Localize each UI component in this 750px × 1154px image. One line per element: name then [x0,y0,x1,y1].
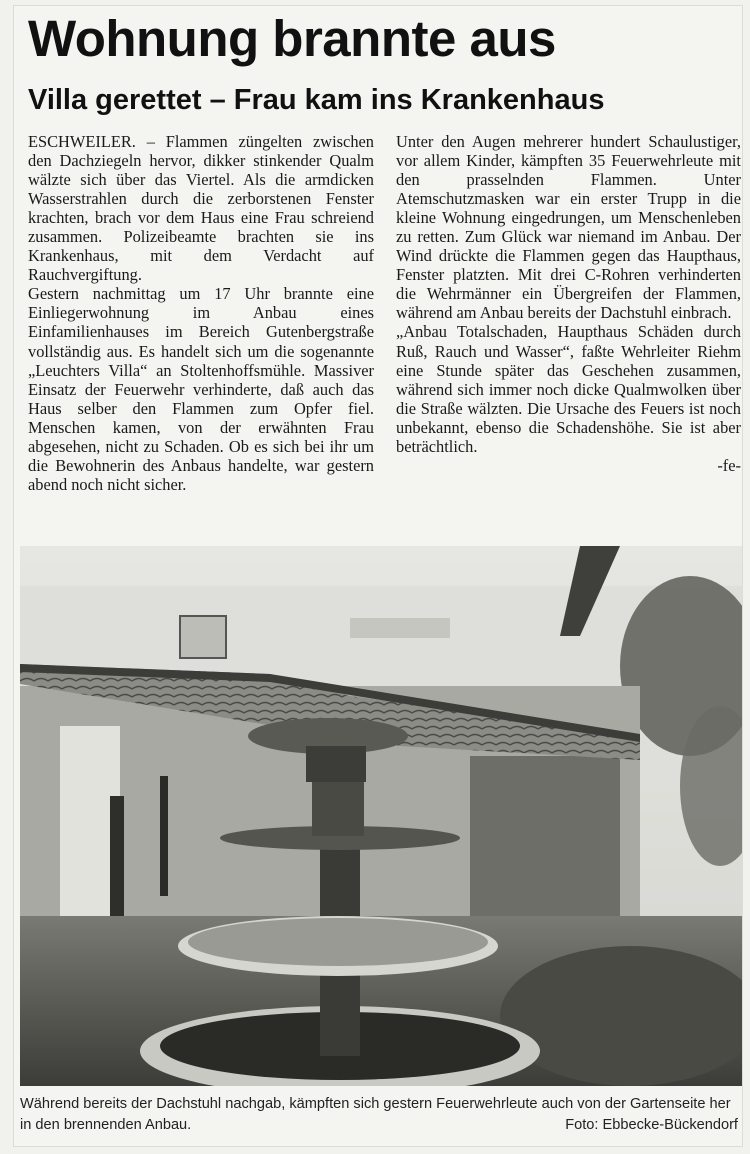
caption-text: Während bereits der Dachstuhl nachgab, kämpften sich gestern Feuerwehrleute auch von der Gartenseite her in den brennenden Anbau. [20,1096,731,1133]
news-photo-fountain-garden [20,546,742,1086]
author-signature: -fe- [717,455,741,475]
article-paragraph: „Anbau Totalschaden, Haupthaus Schäden durch Ruß, Rauch und Wasser“, faßte Wehrleiter Riehm eine Stunde später das Geschehen zusammen, während sich immer noch dicke Qualmwolken über die Straße wälzten. Die Ursache des Feuers ist noch unbekannt, ebenso die Schadenshöhe. Sie ist aber beträchtlich. [396,322,741,456]
article-paragraph: ESCHWEILER. – Flammen züngelten zwischen den Dachziegeln hervor, dikker stinkender Qualm wälzte sich über das Viertel. Als die armdicken Wasserstrahlen durch die zerborstenen Fenster krachten, brach vor dem Haus eine Frau schreiend zusammen. Polizeibeamte brachten sie ins Krankenhaus, mit dem Verdacht auf Rauchvergiftung. [28,132,374,285]
article-paragraph: Unter den Augen mehrerer hundert Schaulustiger, vor allem Kinder, kämpften 35 Feuerwehrleute mit den prasselnden Flammen. Unter Atemschutzmasken war ein erster Trupp in die kleine Wohnung eingedrungen, um Menschenleben zu retten. Zum Glück war niemand im Anbau. Der Wind drückte die Flammen gegen das Haupthaus, Fenster platzten. Mit drei C-Rohren verhinderten die Wehrmänner ein Übergreifen der Flammen, während am Anbau bereits der Dachstuhl einbrach. [396,132,741,323]
article-column-left [28,132,374,494]
subheadline: Villa gerettet – Frau kam ins Krankenhaus [28,84,605,116]
headline: Wohnung brannte aus [28,10,556,67]
article-paragraph: Gestern nachmittag um 17 Uhr brannte eine Einliegerwohnung im Anbau eines Einfamilienhauses im Bereich Gutenbergstraße vollständig aus. Es handelt sich um die sogenannte „Leuchters Villa“ an Stoltenhoffsmühle. Massiver Einsatz der Feuerwehr verhinderte, daß auch das Haus selber den Flammen zum Opfer fiel. Menschen kamen, von der erwähnten Frau abgesehen, nicht zu Schaden. Ob es sich bei ihr um die Bewohnerin des Anbaus handelte, war gestern abend noch nicht sicher. [28,284,374,494]
article-column-right [396,132,741,475]
newspaper-clipping [14,6,742,1146]
photo-caption [20,1094,742,1136]
photo-credit: Foto: Ebbecke-Bückendorf [565,1117,738,1133]
